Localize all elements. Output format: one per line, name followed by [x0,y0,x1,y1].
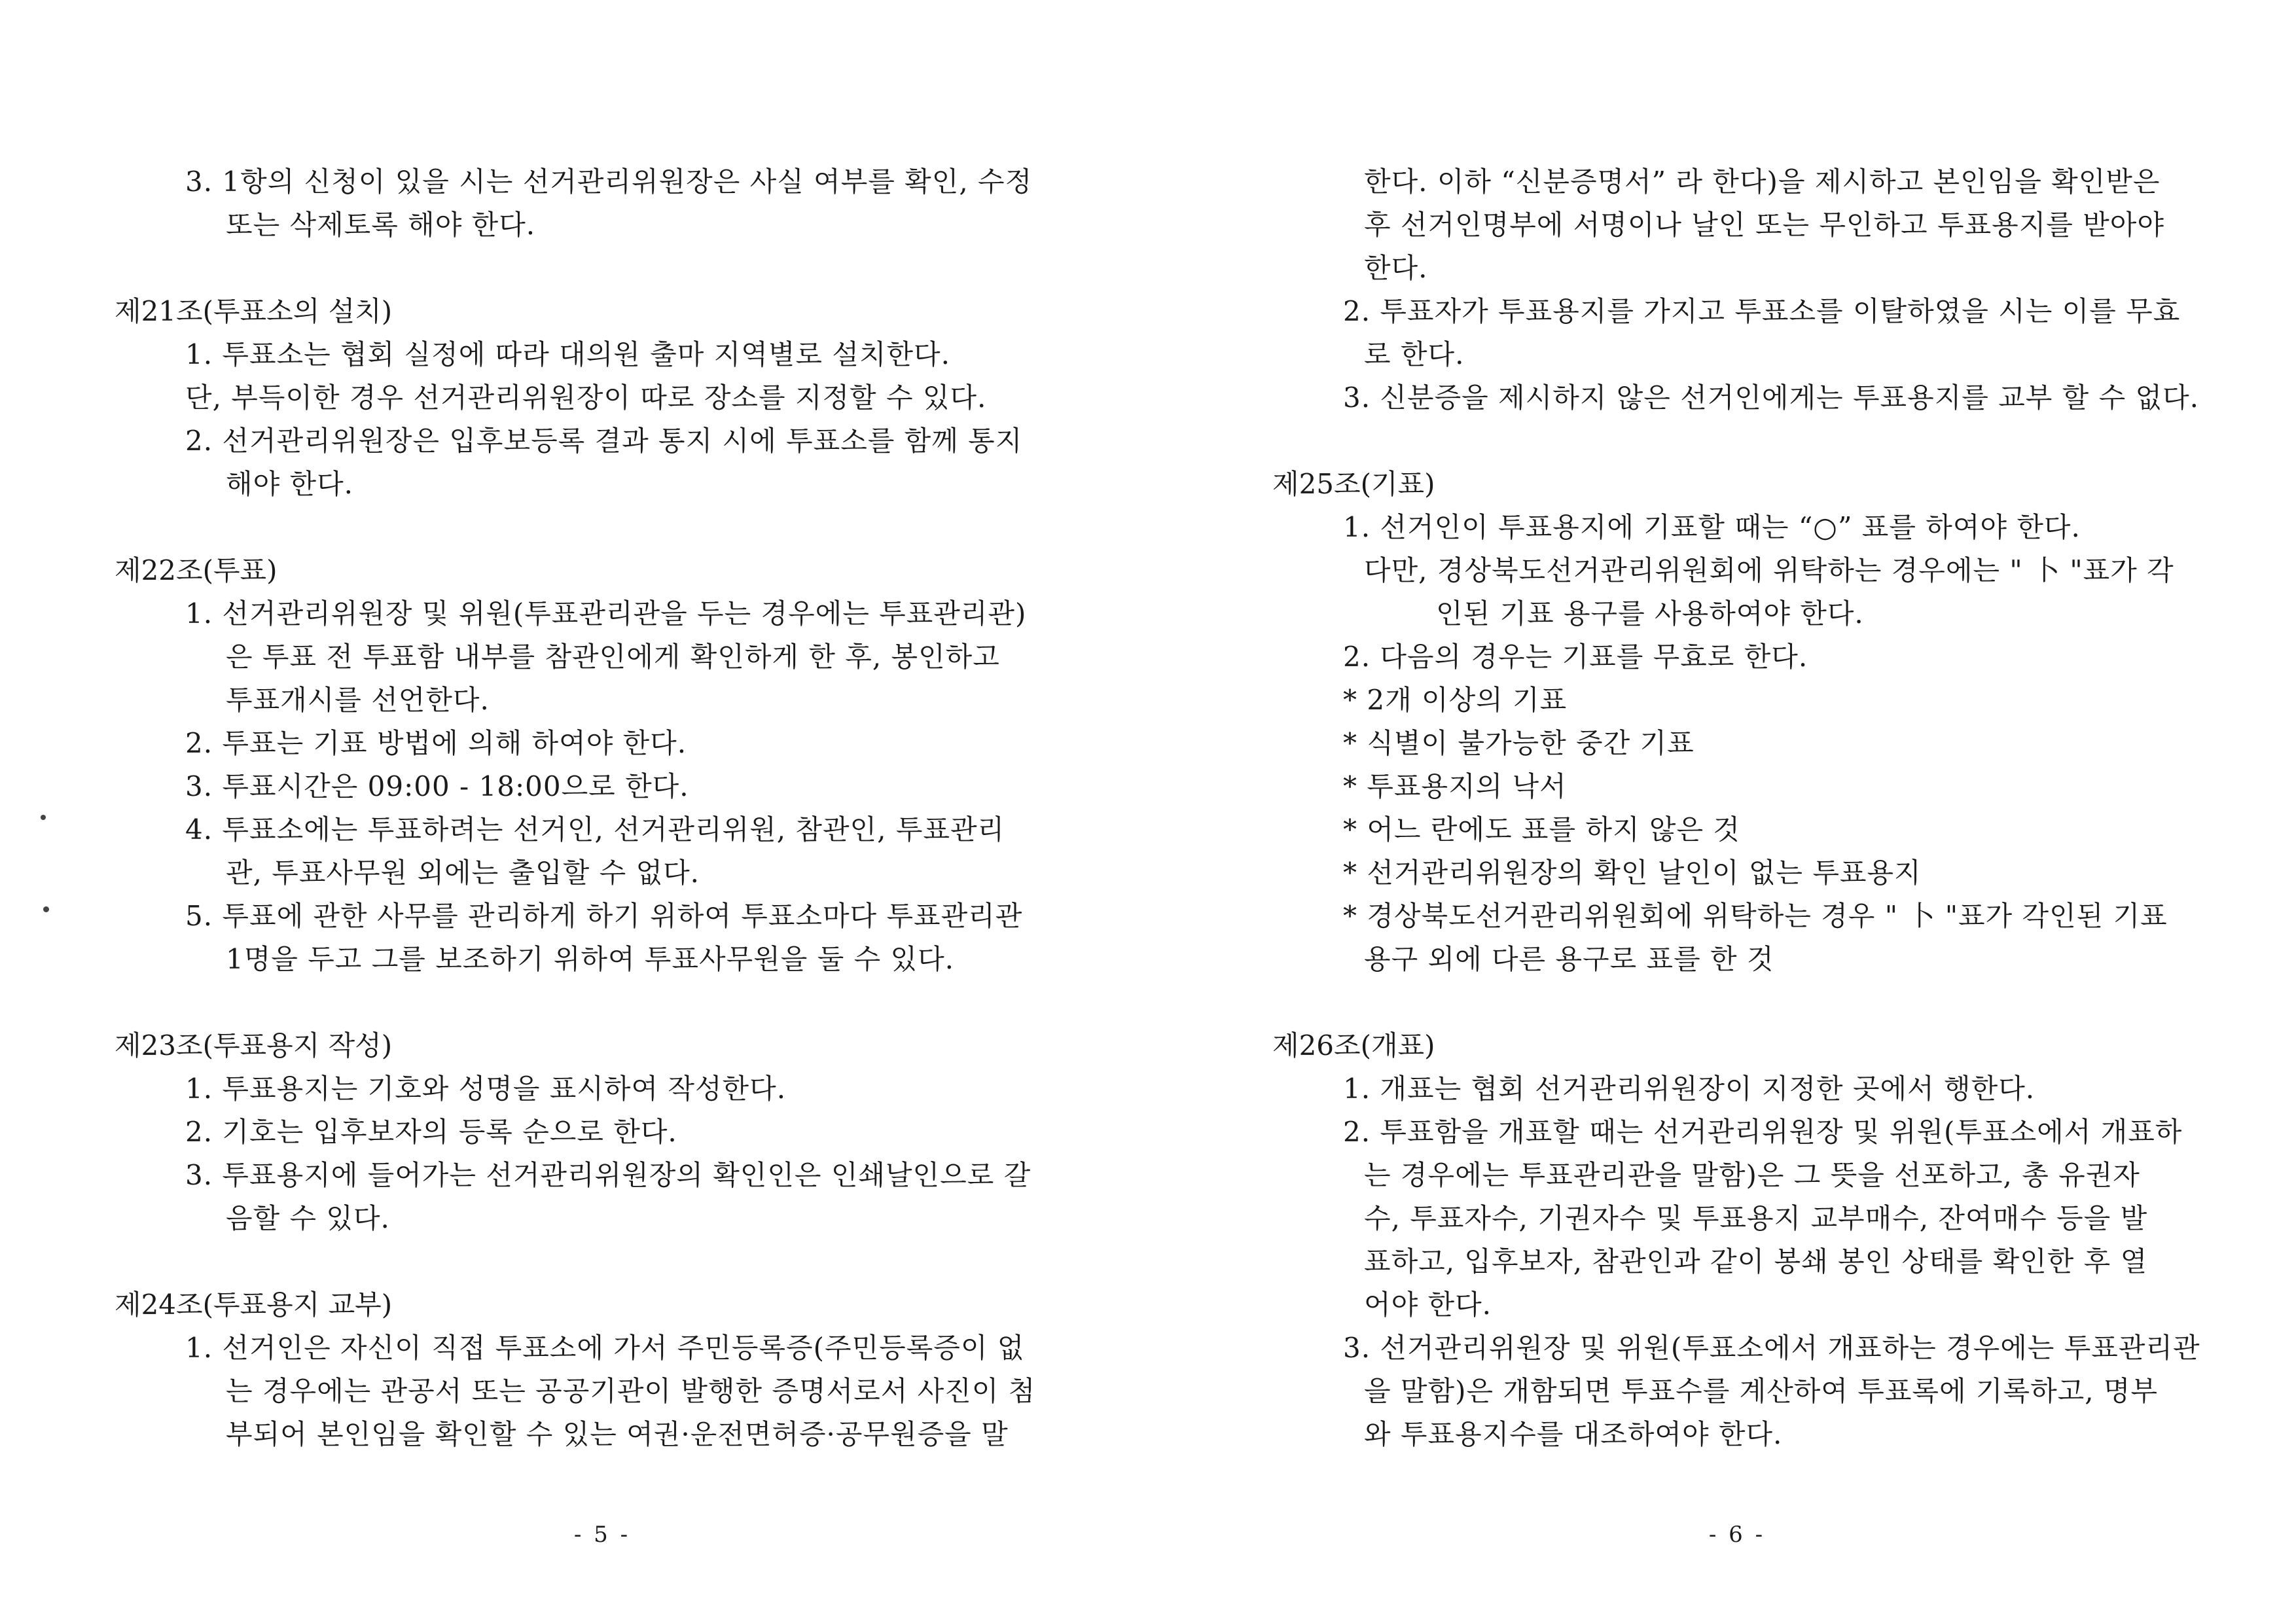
text-line: * 투표용지의 낙서 [1343,770,1567,802]
text-line: * 경상북도선거관리위원회에 위탁하는 경우 " ⼘ "표가 각인된 기표 [1343,900,2168,932]
text-line: 인된 기표 용구를 사용하여야 한다. [1436,597,1864,630]
text-line: 다만, 경상북도선거관리위원회에 위탁하는 경우에는 " ⼘ "표가 각 [1364,554,2174,586]
text-line: 후 선거인명부에 서명이나 날인 또는 무인하고 투표용지를 받아야 [1364,209,2164,241]
page-number: - 6 - [1708,1522,1766,1548]
article-22-heading: 제22조(투표) [115,554,278,586]
article-23-heading: 제23조(투표용지 작성) [115,1029,393,1061]
text-line: 또는 삭제토록 해야 한다. [226,209,536,241]
text-line: 2. 다음의 경우는 기표를 무효로 한다. [1343,641,1808,673]
text-line: 용구 외에 다른 용구로 표를 한 것 [1364,943,1774,975]
text-line: 1. 투표용지는 기호와 성명을 표시하여 작성한다. [185,1073,787,1105]
page-number: - 5 - [573,1522,631,1548]
page-6 [1148,0,2296,1623]
text-line: 2. 기호는 입후보자의 등록 순으로 한다. [185,1116,677,1148]
article-25-heading: 제25조(기표) [1272,468,1435,500]
text-line: 1. 개표는 협회 선거관리위원장이 지정한 곳에서 행한다. [1343,1073,2036,1105]
text-line: 음할 수 있다. [226,1202,390,1234]
text-line: 3. 투표시간은 09:00 - 18:00으로 한다. [185,770,689,802]
text-line: 2. 선거관리위원장은 입후보등록 결과 통지 시에 투표소를 함께 통지 [185,425,1023,457]
text-line: 부되어 본인임을 확인할 수 있는 여권·운전면허증·공무원증을 말 [226,1418,1009,1450]
text-line: 1. 투표소는 협회 실정에 따라 대의원 출마 지역별로 설치한다. [185,338,950,370]
text-line: 3. 투표용지에 들어가는 선거관리위원장의 확인인은 인쇄날인으로 갈 [185,1159,1031,1191]
text-line: * 선거관리위원장의 확인 날인이 없는 투표용지 [1343,857,1922,889]
text-line: * 식별이 불가능한 중간 기표 [1343,727,1695,759]
text-line: 1. 선거인은 자신이 직접 투표소에 가서 주민등록증(주민등록증이 없 [185,1332,1025,1364]
page-6-text [1272,160,2254,1456]
text-line: 1명을 두고 그를 보조하기 위하여 투표사무원을 둘 수 있다. [226,943,955,975]
text-line: 2. 투표함을 개표할 때는 선거관리위원장 및 위원(투표소에서 개표하 [1343,1116,2183,1148]
text-line: 3. 1항의 신청이 있을 시는 선거관리위원장은 사실 여부를 확인, 수정 [185,166,1033,198]
text-line: 단, 부득이한 경우 선거관리위원장이 따로 장소를 지정할 수 있다. [185,382,987,414]
page-5-text [115,160,1103,1456]
text-line: 2. 투표는 기표 방법에 의해 하여야 한다. [185,727,687,759]
text-line: 을 말함)은 개함되면 투표수를 계산하여 투표록에 기록하고, 명부 [1364,1375,2159,1407]
text-line: 1. 선거관리위원장 및 위원(투표관리관을 두는 경우에는 투표관리관) [185,597,1027,630]
text-line: 는 경우에는 투표관리관을 말함)은 그 뜻을 선포하고, 총 유권자 [1364,1159,2140,1191]
text-line: 한다. 이하 “신분증명서” 라 한다)을 제시하고 본인임을 확인받은 [1364,166,2161,198]
text-line: 2. 투표자가 투표용지를 가지고 투표소를 이탈하였을 시는 이를 무효 [1343,295,2181,327]
text-line: 해야 한다. [226,468,353,500]
article-26-heading: 제26조(개표) [1272,1029,1435,1061]
text-line: 3. 선거관리위원장 및 위원(투표소에서 개표하는 경우에는 투표관리관 [1343,1332,2200,1364]
text-line: 는 경우에는 관공서 또는 공공기관이 발행한 증명서로서 사진이 첨 [226,1375,1036,1407]
text-line: 4. 투표소에는 투표하려는 선거인, 선거관리위원, 참관인, 투표관리 [185,813,1005,846]
text-line: 로 한다. [1364,338,1465,370]
text-line: * 2개 이상의 기표 [1343,684,1568,716]
text-line: 5. 투표에 관한 사무를 관리하게 하기 위하여 투표소마다 투표관리관 [185,900,1023,932]
article-24-heading: 제24조(투표용지 교부) [115,1289,393,1321]
text-line: 표하고, 입후보자, 참관인과 같이 봉쇄 봉인 상태를 확인한 후 열 [1364,1245,2148,1277]
text-line: 1. 선거인이 투표용지에 기표할 때는 “○” 표를 하여야 한다. [1343,511,2081,543]
text-line: 투표개시를 선언한다. [226,684,490,716]
text-line: 수, 투표자수, 기권자수 및 투표용지 교부매수, 잔여매수 등을 발 [1364,1202,2148,1234]
text-line: 와 투표용지수를 대조하여야 한다. [1364,1418,1783,1450]
text-line: * 어느 란에도 표를 하지 않은 것 [1343,813,1740,846]
text-line: 한다. [1364,252,1428,284]
text-line: 3. 신분증을 제시하지 않은 선거인에게는 투표용지를 교부 할 수 없다. [1343,382,2200,414]
text-line: 어야 한다. [1364,1289,1492,1321]
text-line: 관, 투표사무원 외에는 출입할 수 없다. [226,857,700,889]
text-line: 은 투표 전 투표함 내부를 참관인에게 확인하게 한 후, 봉인하고 [226,641,1000,673]
article-21-heading: 제21조(투표소의 설치) [115,295,393,327]
